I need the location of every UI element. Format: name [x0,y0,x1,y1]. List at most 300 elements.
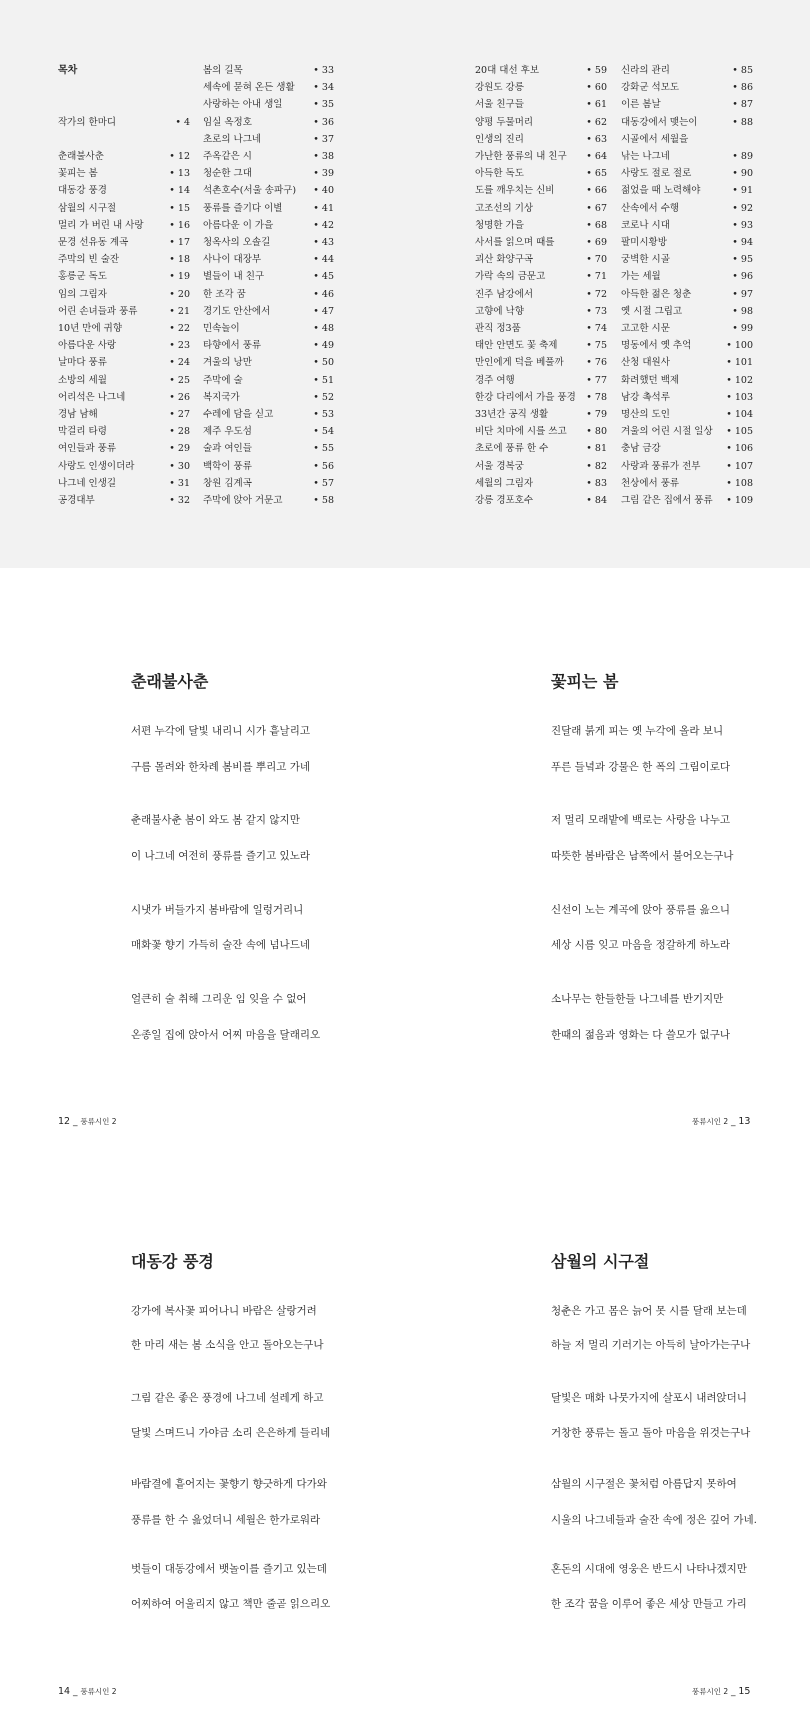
toc-entry [475,406,607,423]
toc-entry [58,475,190,492]
toc-entry [58,148,190,165]
toc-entry-title: 산청 대원사 [621,357,670,369]
toc-entry [475,423,607,440]
toc-entry [475,492,607,509]
toc-entry-title: 낚는 나그네 [621,151,670,162]
page-folio-15 [692,1686,750,1697]
poem-line: 이 나그네 여전히 풍류를 즐기고 있노라 [131,850,310,862]
poem-line: 춘래불사춘 봄이 와도 봄 같지 않지만 [131,814,300,826]
toc-entry [203,165,334,182]
toc-entry-title: 10년 만에 귀향 [58,323,123,334]
poem-line: 한 조각 꿈을 이루어 좋은 세상 만들고 가리 [551,1598,747,1610]
toc-entry-page: • 94 [732,237,753,248]
toc-entry-title: 사랑도 절로 절로 [621,168,692,180]
toc-entry [58,492,190,509]
toc-entry-title: 대동강에서 맺는이 [621,116,698,128]
toc-entry-page: • 93 [732,219,753,231]
toc-entry [58,251,190,268]
toc-entry-title: 사랑과 풍류가 전부 [621,460,701,472]
toc-entry-title: 아름다운 사랑 [58,340,117,352]
toc-entry [203,337,334,354]
toc-entry-title: 경기도 안산에서 [203,305,271,317]
poem-line: 구름 몰려와 한차례 봄비를 뿌리고 가네 [131,761,310,773]
poem-line: 달빛 스며드니 가야금 소리 은은하게 들리네 [131,1427,331,1439]
toc-entry-page: • 52 [313,391,334,403]
toc-entry-page: • 14 [169,185,190,197]
toc-entry [621,406,753,423]
running-title: 풍류시인 2 [692,1117,729,1126]
toc-entry-title: 청순한 그대 [203,168,252,180]
toc-entry [621,165,753,182]
toc-entry [203,131,334,148]
toc-entry-page: • 97 [732,288,753,300]
toc-entry-title: 춘래불사춘 [58,151,104,162]
poem-line: 어찌하여 어울리지 않고 책만 줄곧 읽으리오 [131,1598,331,1610]
poem-line: 매화꽃 향기 가득히 술잔 속에 넘나드네 [131,939,310,951]
toc-entry-title: 주옥같은 시 [203,151,252,162]
toc-entry-page: • 62 [586,116,607,128]
toc-entry-title: 초로의 나그네 [203,133,262,145]
toc-entry-title: 경주 여행 [475,374,515,386]
toc-entry [621,200,753,217]
toc-entry [58,286,190,303]
toc-entry-page: • 58 [313,495,334,506]
poem-line: 진달래 붉게 피는 옛 누각에 올라 보니 [551,725,724,737]
toc-entry-page: • 57 [313,477,334,489]
toc-entry-page: • 68 [586,219,607,231]
toc-entry-page: • 31 [169,477,190,489]
toc-entry [203,492,334,509]
toc-entry-title: 진주 남강에서 [475,288,534,300]
toc-entry [203,286,334,303]
toc-entry [621,337,753,354]
toc-entry-title: 만인에게 덕을 베풀까 [475,357,564,369]
toc-entry-page: • 106 [726,443,753,455]
toc-entry-page: • 18 [169,254,190,266]
toc-entry [203,234,334,251]
toc-entry-page: • 34 [313,82,334,94]
toc-entry-page: • 50 [313,357,334,369]
poem-line: 풍류를 한 수 읊었더니 세월은 한가로워라 [131,1514,321,1526]
toc-entry [58,268,190,285]
toc-entry-title: 화려했던 백제 [621,374,680,386]
toc-entry [475,303,607,320]
toc-entry [58,423,190,440]
toc-entry [58,182,190,199]
toc-entry-page: • 83 [586,477,607,489]
toc-entry [621,217,753,234]
poem-line: 따뜻한 봄바람은 남쪽에서 불어오는구나 [551,850,734,862]
toc-entry-title: 청명한 가을 [475,219,524,231]
poem-title: 대동강 풍경 [131,1252,214,1271]
poem-line: 세상 시름 잊고 마음을 정갈하게 하노라 [551,939,730,951]
toc-entry-title: 시골에서 세월을 [621,133,689,145]
toc-entry-title: 팔미시황방 [621,237,667,248]
toc-entry-title: 옛 시절 그립고 [621,305,683,317]
toc-entry-title: 사랑도 인생이더라 [58,460,135,472]
toc-entry [475,217,607,234]
toc-entry-page: • 63 [586,133,607,145]
toc-entry-page: • 28 [169,426,190,438]
toc-entry [621,182,753,199]
toc-title: 목차 [58,65,78,76]
toc-entry [621,475,753,492]
toc-entry [58,458,190,475]
toc-entry [475,96,607,113]
toc-entry-page: • 4 [175,116,190,128]
toc-entry-title: 20대 대선 후보 [475,65,540,76]
toc-entry [203,475,334,492]
toc-entry [475,389,607,406]
toc-entry-title: 주막에 앉아 거문고 [203,495,283,506]
toc-entry-title: 아름다운 이 가을 [203,219,274,231]
toc-entry [621,372,753,389]
toc-entry [58,217,190,234]
toc-entry-title: 막걸리 타령 [58,426,107,438]
toc-entry-page: • 44 [313,254,334,266]
toc-entry-title: 창원 김계곡 [203,477,252,489]
toc-entry-page: • 105 [726,426,753,438]
toc-entry-page: • 90 [732,168,753,180]
toc-entry-title: 주막의 빈 술잔 [58,254,120,266]
toc-entry-page: • 22 [169,323,190,334]
toc-entry-page: • 65 [586,168,607,180]
toc-entry-page: • 77 [586,374,607,386]
toc-entry-page: • 104 [726,409,753,420]
page-number: 15 [738,1686,751,1697]
toc-entry-page: • 88 [732,116,753,128]
toc-entry-title: 고고한 시문 [621,323,670,334]
toc-entry-page: • 47 [313,305,334,317]
poem-title: 춘래불사춘 [131,672,209,691]
toc-entry [621,303,753,320]
toc-entry [621,79,753,96]
folio-separator: _ [731,1687,736,1697]
toc-entry-page: • 82 [586,460,607,472]
toc-entry [621,148,753,165]
toc-entry [203,372,334,389]
toc-entry-page: • 54 [313,426,334,438]
toc-entry-title: 복지국가 [203,391,240,403]
folio-separator: _ [72,1117,78,1127]
toc-entry-page: • 32 [169,495,190,506]
toc-entry-title: 신라의 관리 [621,65,670,76]
toc-entry-page: • 26 [169,391,190,403]
page-number: 14 [58,1686,71,1697]
toc-entry-page: • 101 [726,357,753,369]
page-folio-13 [692,1116,750,1127]
toc-entry-title: 강릉 경포호수 [475,495,534,506]
poem-line: 푸른 들녘과 강물은 한 폭의 그림이로다 [551,761,730,773]
toc-entry-title: 백학이 풍류 [203,460,252,472]
toc-entry-page: • 78 [586,391,607,403]
poem-line: 소나무는 한들한들 나그네를 반기지만 [551,993,724,1005]
toc-entry-title: 태안 안면도 꽃 축제 [475,340,558,352]
toc-entry-page: • 17 [169,237,190,248]
toc-entry-page: • 23 [169,340,190,352]
toc-entry-page: • 109 [726,495,753,506]
toc-entry-page: • 36 [313,116,334,128]
toc-entry-title: 여인들과 풍류 [58,443,117,455]
toc-entry [475,268,607,285]
toc-entry [58,406,190,423]
toc-entry-page: • 51 [313,374,334,386]
toc-entry-page: • 13 [169,168,190,180]
poem-line: 삼월의 시구절은 꽃처럼 아름답지 못하여 [551,1478,737,1490]
toc-entry [475,320,607,337]
toc-entry [203,114,334,131]
toc-entry-page: • 15 [169,202,190,214]
toc-entry-title: 명동에서 옛 추억 [621,340,692,352]
toc-entry-page: • 99 [732,323,753,334]
toc-entry-page: • 49 [313,340,334,352]
toc-entry [58,200,190,217]
toc-entry [203,440,334,457]
toc-entry-title: 어린 손녀들과 풍류 [58,305,138,317]
toc-entry-title: 젊었을 때 노력해야 [621,185,701,197]
toc-entry-page: • 40 [313,185,334,197]
toc-entry-page: • 42 [313,219,334,231]
toc-entry-page: • 98 [732,305,753,317]
toc-entry [475,79,607,96]
toc-entry-title: 서울 친구들 [475,99,524,111]
toc-entry [621,492,753,509]
toc-entry-title: 대동강 풍경 [58,185,107,197]
toc-entry-title: 임의 그림자 [58,288,107,300]
toc-entry-title: 초로에 풍류 한 수 [475,443,549,455]
toc-entry [621,96,753,113]
toc-entry [475,200,607,217]
toc-entry [203,303,334,320]
toc-entry-title: 서울 경복궁 [475,460,524,472]
toc-entry-page: • 45 [313,271,334,283]
page-number: 13 [738,1116,751,1127]
toc-entry [203,62,334,79]
toc-entry [58,389,190,406]
poem-line: 그림 같은 좋은 풍경에 나그네 설레게 하고 [131,1392,324,1404]
toc-entry-title: 주막에 술 [203,374,243,386]
running-title: 풍류시인 2 [80,1117,117,1126]
toc-entry [621,114,753,131]
toc-entry-title: 괴산 화양구곡 [475,254,534,266]
toc-entry [475,286,607,303]
toc-entry-title: 세속에 묻혀 온든 생활 [203,82,295,94]
toc-entry [621,458,753,475]
toc-entry [203,182,334,199]
toc-entry-page: • 91 [732,185,753,197]
toc-entry-title: 양평 두물머리 [475,116,534,128]
toc-entry [621,234,753,251]
toc-entry-page: • 103 [726,391,753,403]
toc-entry-title: 도를 깨우치는 신비 [475,185,555,197]
toc-entry-page: • 19 [169,271,190,283]
toc-entry-title: 사랑하는 아내 생일 [203,99,283,111]
toc-entry [621,251,753,268]
toc-entry [58,440,190,457]
toc-entry [621,389,753,406]
toc-entry-title: 남강 촉석루 [621,391,670,403]
page-folio-14 [58,1686,116,1697]
toc-entry [621,354,753,371]
toc-entry-page: • 89 [732,151,753,162]
toc-entry-page: • 59 [586,65,607,76]
toc-entry-page: • 73 [586,305,607,317]
toc-entry-title: 삼월의 시구절 [58,202,117,214]
toc-entry [475,372,607,389]
toc-entry-page: • 102 [726,374,753,386]
page-folio-12 [58,1116,116,1127]
toc-entry-title: 소방의 세월 [58,374,107,386]
toc-entry-page: • 35 [313,99,334,111]
poem-page-13 [551,671,791,971]
folio-separator: _ [731,1117,736,1127]
toc-entry-title: 문경 선유동 계곡 [58,237,129,248]
toc-entry-title: 충남 금강 [621,443,661,455]
poem-line: 하늘 저 멀리 기러기는 아득히 날아가는구나 [551,1339,751,1351]
toc-entry-page: • 43 [313,237,334,248]
spread-pages-12-13 [0,568,810,1148]
toc-entry [58,303,190,320]
toc-entry-page: • 12 [169,151,190,162]
toc-entry-page: • 75 [586,340,607,352]
toc-entry-title: 수레에 담을 싣고 [203,409,274,420]
toc-entry-page: • 96 [732,271,753,283]
toc-entry [475,475,607,492]
toc-entry-title: 날마다 풍류 [58,357,107,369]
poem-page-14 [131,1251,431,1551]
toc-entry [475,234,607,251]
toc-entry-title: 비단 치마에 시를 쓰고 [475,426,567,438]
toc-entry [475,337,607,354]
toc-entry-title: 가락 속의 금문고 [475,271,546,283]
toc-entry-title: 이른 봄날 [621,99,661,111]
toc-entry [58,372,190,389]
toc-entry-page: • 20 [169,288,190,300]
toc-entry-page: • 30 [169,460,190,472]
poem-line: 한 마리 새는 봄 소식을 안고 돌아오는구나 [131,1339,324,1351]
poem-line: 달빛은 매화 나뭇가지에 살포시 내려앉더니 [551,1392,747,1404]
toc-entry-page: • 33 [313,65,334,76]
toc-entry-title: 석촌호수(서울 송파구) [203,185,297,197]
toc-entry-page: • 69 [586,237,607,248]
toc-entry-title: 코로나 시대 [621,219,670,231]
toc-entry-page: • 100 [726,340,753,352]
toc-entry [203,458,334,475]
page-number: 12 [58,1116,71,1127]
toc-entry-page: • 92 [732,202,753,214]
toc-entry [475,165,607,182]
toc-entry-title: 세월의 그림자 [475,477,534,489]
toc-entry [58,234,190,251]
toc-entry [203,406,334,423]
poem-line: 시울의 나그네들과 술잔 속에 정은 깊어 가네. [551,1514,757,1526]
toc-entry [203,268,334,285]
toc-entry-title: 강화군 석모도 [621,82,680,94]
toc-entry-title: 궁벽한 시골 [621,254,670,266]
toc-entry-title: 멀리 가 버린 내 사랑 [58,219,144,231]
toc-entry-page: • 24 [169,357,190,369]
toc-entry [203,79,334,96]
toc-entry-page: • 37 [313,133,334,145]
poem-line: 벗들이 대동강에서 뱃놀이를 즐기고 있는데 [131,1563,327,1575]
toc-entry-page: • 48 [313,323,334,334]
toc-entry [475,354,607,371]
poem-page-15 [551,1251,791,1551]
toc-entry [203,320,334,337]
toc-entry-title: 관직 정3품 [475,323,521,334]
toc-entry-page: • 86 [732,82,753,94]
toc-entry-title: 고향에 낙향 [475,305,524,317]
toc-entry [475,114,607,131]
poem-line: 온종일 집에 앉아서 어찌 마음을 달래리오 [131,1029,321,1041]
toc-entry-page: • 38 [313,151,334,162]
poem-page-12 [131,671,431,971]
toc-entry [621,440,753,457]
toc-entry-page: • 74 [586,323,607,334]
toc-entry-title: 그림 같은 집에서 풍류 [621,495,713,506]
toc-entry-title: 한 조각 꿈 [203,288,246,300]
toc-entry [203,96,334,113]
toc-entry-page: • 84 [586,495,607,506]
toc-entry-page: • 81 [586,443,607,455]
toc-entry-page: • 79 [586,409,607,420]
toc-entry-title: 강원도 강릉 [475,82,524,94]
toc-entry [475,440,607,457]
toc-entry-page: • 27 [169,409,190,420]
toc-entry [58,337,190,354]
toc-entry-title: 청옥사의 오솔길 [203,237,271,248]
toc-entry-page: • 67 [586,202,607,214]
toc-entry [203,200,334,217]
toc-entry-title: 별들이 내 친구 [203,271,265,283]
poem-line: 청춘은 가고 몸은 늙어 못 시를 달래 보는데 [551,1305,747,1317]
toc-entry [203,354,334,371]
toc-entry-title: 임실 옥정호 [203,116,252,128]
poem-line: 얼큰히 술 취해 그리운 임 잊을 수 없어 [131,993,307,1005]
running-title: 풍류시인 2 [80,1687,117,1696]
toc-entry-title: 사나이 대장부 [203,254,262,266]
toc-entry-title: 한강 다리에서 가을 풍경 [475,391,576,403]
toc-entry-page: • 21 [169,305,190,317]
spread-pages-14-15 [0,1148,810,1728]
toc-entry-title: 봄의 길목 [203,65,243,76]
toc-entry [58,114,190,131]
poem-line: 서편 누각에 달빛 내리니 시가 흩날리고 [131,725,310,737]
toc-entry [475,148,607,165]
toc-entry [203,423,334,440]
toc-entry-title: 산속에서 수행 [621,202,680,214]
poem-line: 신선이 노는 계곡에 앉아 풍류를 읊으니 [551,904,730,916]
toc-entry [621,131,753,148]
toc-entry-title: 가는 세월 [621,271,661,283]
poem-line: 한때의 젊음과 영화는 다 쓸모가 없구나 [551,1029,730,1041]
toc-entry [203,251,334,268]
toc-entry [58,320,190,337]
toc-entry-page: • 25 [169,374,190,386]
toc-entry-page: • 80 [586,426,607,438]
toc-entry-title: 사서를 읽으며 때를 [475,237,555,248]
toc-entry-page: • 29 [169,443,190,455]
toc-entry-title: 겨울의 낭만 [203,357,252,369]
toc-entry-page: • 39 [313,168,334,180]
toc-entry-title: 공경대부 [58,495,95,506]
toc-entry-page: • 85 [732,65,753,76]
toc-entry-title: 명산의 도인 [621,409,670,420]
toc-entry-title: 민속놀이 [203,323,240,334]
toc-entry-title: 술과 여인들 [203,443,252,455]
toc-entry-title: 고조선의 기상 [475,202,534,214]
toc-entry-title: 제주 우도섬 [203,426,252,438]
